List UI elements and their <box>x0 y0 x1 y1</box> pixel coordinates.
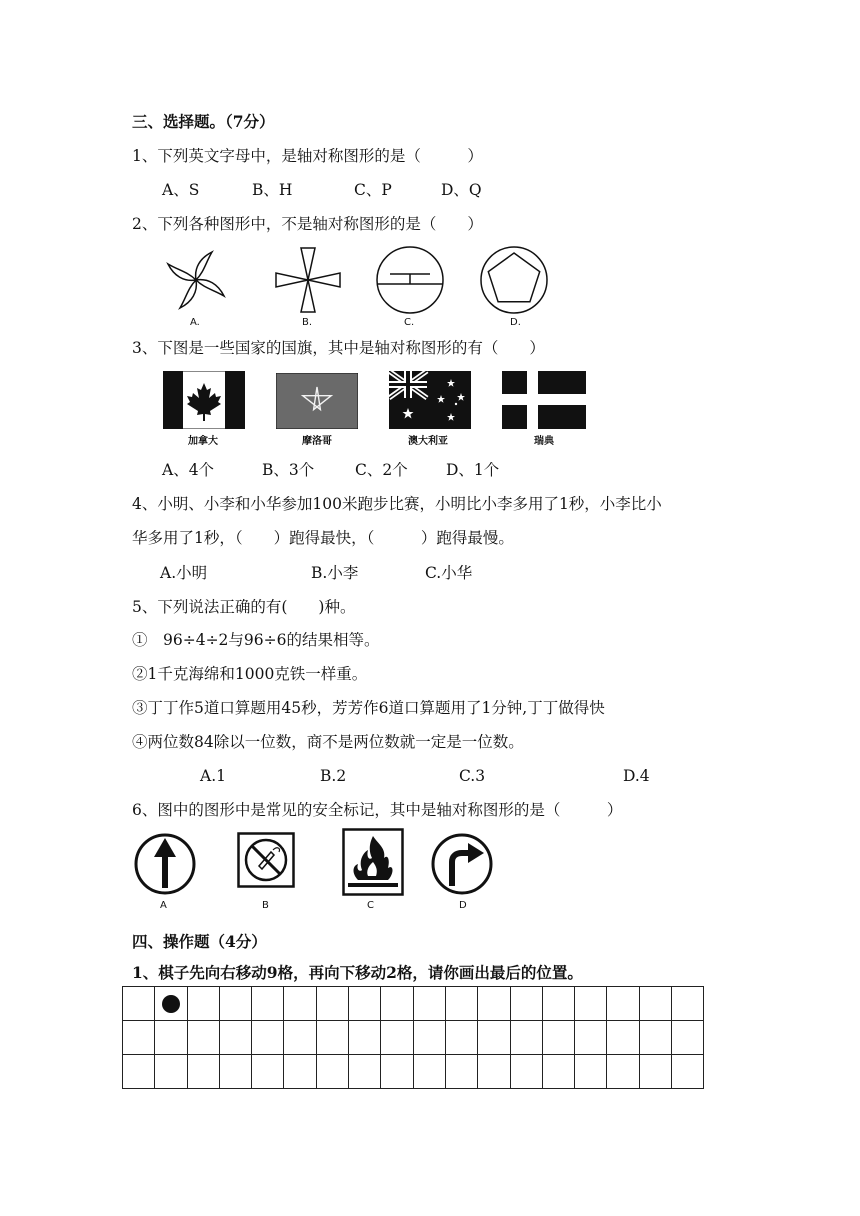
grid-cell[interactable] <box>349 1021 381 1055</box>
grid-row <box>123 1055 704 1089</box>
grid-cell[interactable] <box>155 1055 187 1089</box>
question-2: 2、下列各种图形中，不是轴对称图形的是（ ） <box>132 215 483 233</box>
grid-cell[interactable] <box>672 1021 704 1055</box>
q2-caption-b: B. <box>302 317 313 328</box>
grid-cell[interactable] <box>349 987 381 1021</box>
flammable-sign <box>342 828 404 896</box>
grid-cell[interactable] <box>381 987 413 1021</box>
grid-cell[interactable] <box>510 987 542 1021</box>
grid-cell[interactable] <box>155 987 187 1021</box>
operation-question-1: 1、棋子先向右移动9格，再向下移动2格，请你画出最后的位置。 <box>132 963 583 982</box>
grid-cell[interactable] <box>510 1055 542 1089</box>
grid-cell[interactable] <box>445 987 477 1021</box>
section-3-heading: 三、选择题。（7分） <box>132 112 275 131</box>
grid-cell[interactable] <box>252 987 284 1021</box>
grid-cell[interactable] <box>219 1021 251 1055</box>
q2-caption-d: D. <box>510 317 521 328</box>
chess-piece <box>162 995 180 1013</box>
q6-caption-c: C <box>367 900 374 911</box>
question-6: 6、图中的图形中是常见的安全标记，其中是轴对称图形的是（ ） <box>132 801 623 819</box>
grid-cell[interactable] <box>316 987 348 1021</box>
grid-cell[interactable] <box>316 1055 348 1089</box>
canada-flag <box>163 371 245 429</box>
flag-caption-canada: 加拿大 <box>188 436 218 447</box>
up-arrow-sign <box>133 832 197 896</box>
flag-caption-morocco: 摩洛哥 <box>302 436 332 447</box>
grid-cell[interactable] <box>542 1055 574 1089</box>
grid-cell[interactable] <box>284 1021 316 1055</box>
grid-cell[interactable] <box>672 1055 704 1089</box>
grid-cell[interactable] <box>607 987 639 1021</box>
question-4-line-2: 华多用了1秒，（ ）跑得最快，（ ）跑得最慢。 <box>132 529 514 547</box>
grid-cell[interactable] <box>672 987 704 1021</box>
grid-cell[interactable] <box>575 1021 607 1055</box>
grid-row <box>123 1021 704 1055</box>
q5-option-d: D.4 <box>623 767 650 785</box>
grid-cell[interactable] <box>413 1021 445 1055</box>
grid-cell[interactable] <box>607 1055 639 1089</box>
grid-cell[interactable] <box>284 1055 316 1089</box>
grid-cell[interactable] <box>123 1055 155 1089</box>
grid-cell[interactable] <box>284 987 316 1021</box>
q5-option-c: C.3 <box>459 767 486 785</box>
question-4-line-1: 4、小明、小李和小华参加100米跑步比赛，小明比小李多用了1秒，小李比小 <box>132 495 662 513</box>
q1-option-d: D、Q <box>441 181 482 199</box>
grid-cell[interactable] <box>445 1055 477 1089</box>
q3-option-b: B、3个 <box>262 461 315 479</box>
sweden-flag <box>502 371 586 429</box>
grid-cell[interactable] <box>639 1021 671 1055</box>
grid-cell[interactable] <box>445 1021 477 1055</box>
grid-row <box>123 987 704 1021</box>
q5-statement-3: ③丁丁作5道口算题用45秒，芳芳作6道口算题用了1分钟,丁丁做得快 <box>132 699 605 717</box>
pentagon-in-circle-figure <box>478 244 550 316</box>
australia-flag <box>389 371 471 429</box>
grid-cell[interactable] <box>252 1055 284 1089</box>
grid-cell[interactable] <box>155 1021 187 1055</box>
q5-statement-1: ① 96÷4÷2与96÷6的结果相等。 <box>132 631 380 649</box>
grid-cell[interactable] <box>316 1021 348 1055</box>
grid-cell[interactable] <box>381 1055 413 1089</box>
q4-option-c: C.小华 <box>425 564 473 582</box>
movement-grid[interactable] <box>122 986 704 1089</box>
grid-cell[interactable] <box>575 987 607 1021</box>
q6-caption-a: A <box>160 900 167 911</box>
q1-option-c: C、P <box>354 181 392 199</box>
q5-statement-2: ②1千克海绵和1000克铁一样重。 <box>132 665 368 683</box>
grid-cell[interactable] <box>123 987 155 1021</box>
grid-cell[interactable] <box>413 987 445 1021</box>
grid-cell[interactable] <box>413 1055 445 1089</box>
grid-cell[interactable] <box>219 987 251 1021</box>
q6-caption-d: D <box>459 900 467 911</box>
q5-statement-4: ④两位数84除以一位数，商不是两位数就一定是一位数。 <box>132 733 524 751</box>
flag-caption-australia: 澳大利亚 <box>408 436 448 447</box>
grid-cell[interactable] <box>510 1021 542 1055</box>
circle-with-bars-figure <box>374 244 446 316</box>
q6-caption-b: B <box>262 900 269 911</box>
grid-cell[interactable] <box>542 1021 574 1055</box>
grid-cell[interactable] <box>252 1021 284 1055</box>
no-smoking-sign <box>237 832 295 888</box>
grid-cell[interactable] <box>349 1055 381 1089</box>
q4-option-a: A.小明 <box>160 564 208 582</box>
q5-option-a: A.1 <box>200 767 226 785</box>
morocco-flag <box>276 373 358 429</box>
grid-cell[interactable] <box>575 1055 607 1089</box>
q1-option-a: A、S <box>162 181 200 199</box>
section-4-heading: 四、操作题（4分） <box>132 932 267 951</box>
grid-cell[interactable] <box>219 1055 251 1089</box>
q2-caption-c: C. <box>404 317 415 328</box>
grid-cell[interactable] <box>478 1021 510 1055</box>
question-5: 5、下列说法正确的有( )种。 <box>132 598 356 616</box>
grid-cell[interactable] <box>381 1021 413 1055</box>
q1-option-b: B、H <box>252 181 293 199</box>
q2-caption-a: A. <box>190 317 200 328</box>
grid-cell[interactable] <box>187 987 219 1021</box>
grid-cell[interactable] <box>478 1055 510 1089</box>
flag-caption-sweden: 瑞典 <box>534 436 554 447</box>
q5-option-b: B.2 <box>320 767 347 785</box>
grid-cell[interactable] <box>542 987 574 1021</box>
q4-option-b: B.小李 <box>311 564 359 582</box>
grid-cell[interactable] <box>187 1055 219 1089</box>
right-turn-arrow-sign <box>430 832 494 896</box>
grid-cell[interactable] <box>639 987 671 1021</box>
question-3: 3、下图是一些国家的国旗，其中是轴对称图形的有（ ） <box>132 339 545 357</box>
grid-cell[interactable] <box>478 987 510 1021</box>
grid-cell[interactable] <box>123 1021 155 1055</box>
grid-cell[interactable] <box>607 1021 639 1055</box>
q3-option-c: C、2个 <box>355 461 408 479</box>
q3-option-d: D、1个 <box>446 461 500 479</box>
q3-option-a: A、4个 <box>162 461 215 479</box>
propeller-figure <box>272 244 344 316</box>
pinwheel-figure <box>160 244 232 316</box>
question-1: 1、下列英文字母中，是轴对称图形的是（ ） <box>132 147 483 165</box>
grid-cell[interactable] <box>187 1021 219 1055</box>
grid-cell[interactable] <box>639 1055 671 1089</box>
